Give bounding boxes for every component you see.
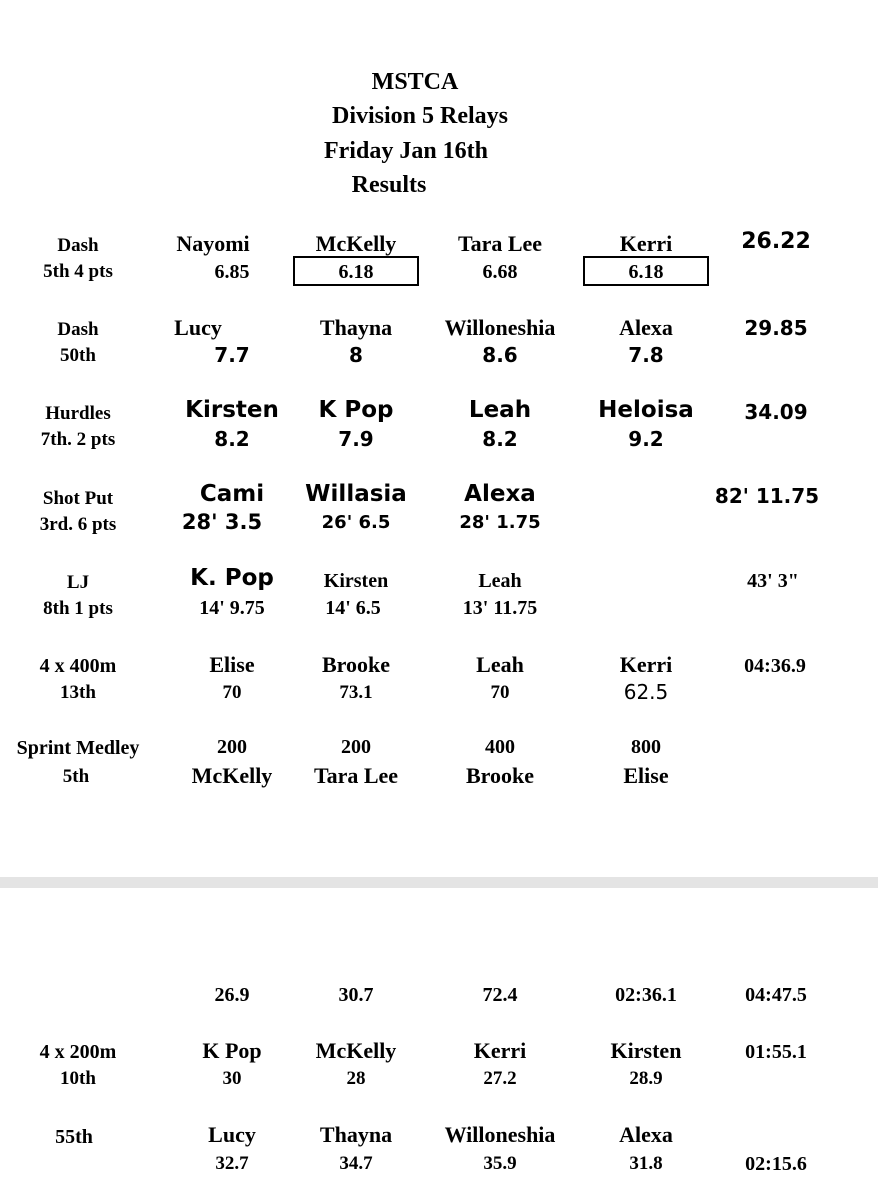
athlete-name: Alexa — [464, 481, 536, 507]
event-total: 29.85 — [744, 316, 808, 340]
athlete-name: Nayomi — [176, 231, 250, 256]
athlete-name: Kirsten — [323, 570, 389, 592]
event-label: Sprint Medley — [16, 737, 140, 759]
event-total: 02:15.6 — [745, 1153, 807, 1175]
event-place: 55th — [55, 1126, 93, 1148]
split-time: 30.7 — [338, 984, 374, 1006]
event-label: LJ — [66, 572, 90, 593]
athlete-name: Cami — [199, 481, 265, 507]
athlete-name: Kirsten — [610, 1038, 682, 1063]
event-place: 3rd. 6 pts — [39, 514, 117, 535]
event-place: 5th — [62, 766, 90, 787]
event-total: 01:55.1 — [745, 1041, 807, 1063]
event-total: 04:47.5 — [745, 984, 807, 1006]
athlete-time: 8.2 — [214, 427, 250, 451]
athlete-time: 6.18 — [338, 261, 374, 283]
split-time: 72.4 — [482, 984, 518, 1006]
athlete-name: K Pop — [318, 397, 394, 423]
athlete-name: Kerri — [473, 1038, 527, 1063]
athlete-name: Leah — [478, 570, 522, 592]
event-label: Dash — [57, 319, 99, 340]
athlete-name: K Pop — [202, 1038, 262, 1063]
event-place: 10th — [60, 1068, 96, 1089]
athlete-name: Leah — [468, 397, 532, 423]
athlete-name: Willoneshia — [444, 315, 556, 340]
athlete-time: 6.85 — [214, 261, 250, 283]
header-date: Friday Jan 16th — [323, 138, 489, 164]
athlete-mark: 26' 6.5 — [321, 512, 391, 533]
athlete-time: 6.18 — [628, 261, 664, 283]
athlete-name: Brooke — [321, 652, 391, 677]
header-meet-name: Division 5 Relays — [331, 103, 509, 129]
athlete-name: Tara Lee — [313, 763, 399, 788]
athlete-name: Brooke — [465, 763, 535, 788]
athlete-time: 28.9 — [629, 1068, 663, 1089]
athlete-time: 9.2 — [628, 427, 664, 451]
event-place: 7th. 2 pts — [40, 429, 116, 450]
athlete-time: 28 — [346, 1068, 366, 1089]
event-total: 34.09 — [744, 400, 808, 424]
athlete-time: 7.8 — [628, 343, 664, 367]
athlete-name: Kirsten — [185, 397, 279, 423]
leg-distance: 400 — [485, 736, 515, 758]
athlete-time: 62.5 — [623, 680, 669, 704]
athlete-name: Tara Lee — [457, 231, 543, 256]
event-label: Shot Put — [42, 488, 114, 509]
leg-distance: 200 — [341, 736, 371, 758]
athlete-name: Willoneshia — [444, 1122, 556, 1147]
header-results: Results — [351, 172, 427, 198]
athlete-name: McKelly — [191, 763, 273, 788]
event-label: 4 x 400m — [39, 655, 117, 677]
athlete-mark: 13' 11.75 — [462, 597, 538, 619]
athlete-time: 70 — [222, 682, 242, 703]
athlete-name: Alexa — [619, 1122, 673, 1147]
athlete-time: 34.7 — [339, 1153, 373, 1174]
athlete-time: 7.9 — [338, 427, 374, 451]
athlete-time: 30 — [222, 1068, 242, 1089]
event-label: Dash — [57, 235, 99, 256]
event-total: 04:36.9 — [744, 655, 806, 677]
event-label: Hurdles — [45, 403, 111, 424]
event-total: 43' 3" — [747, 570, 799, 592]
event-place: 5th 4 pts — [43, 261, 113, 282]
header-title: MSTCA — [371, 69, 459, 95]
page-break-divider — [0, 877, 878, 888]
athlete-name: K. Pop — [190, 565, 274, 591]
leg-distance: 200 — [217, 736, 247, 758]
athlete-time: 35.9 — [483, 1153, 517, 1174]
athlete-time: 73.1 — [339, 682, 373, 703]
event-place: 50th — [60, 345, 96, 366]
athlete-name: Elise — [623, 763, 669, 788]
athlete-name: McKelly — [315, 1038, 397, 1063]
event-total: 26.22 — [741, 229, 811, 254]
athlete-name: Kerri — [619, 231, 673, 256]
event-label: 4 x 200m — [39, 1041, 117, 1063]
athlete-time: 27.2 — [483, 1068, 517, 1089]
split-time: 26.9 — [214, 984, 250, 1006]
athlete-time: 70 — [490, 682, 510, 703]
event-place: 13th — [60, 682, 96, 703]
athlete-name: Alexa — [619, 315, 673, 340]
athlete-name: Thayna — [319, 315, 393, 340]
athlete-time: 8 — [349, 343, 363, 367]
athlete-mark: 14' 6.5 — [325, 597, 381, 619]
split-time: 02:36.1 — [615, 984, 677, 1006]
event-total: 82' 11.75 — [714, 484, 820, 508]
athlete-name: Elise — [209, 652, 255, 677]
event-place: 8th 1 pts — [43, 598, 113, 619]
athlete-name: Heloisa — [598, 397, 694, 423]
athlete-name: Thayna — [319, 1122, 393, 1147]
athlete-time: 32.7 — [215, 1153, 249, 1174]
athlete-time: 7.7 — [214, 343, 250, 367]
athlete-name: Willasia — [305, 481, 407, 507]
athlete-mark: 28' 1.75 — [459, 512, 541, 533]
athlete-name: Lucy — [174, 315, 222, 340]
athlete-mark: 28' 3.5 — [181, 510, 263, 534]
athlete-time: 8.6 — [482, 343, 518, 367]
athlete-name: Leah — [476, 652, 524, 677]
athlete-time: 6.68 — [482, 261, 518, 283]
athlete-time: 8.2 — [482, 427, 518, 451]
athlete-name: Lucy — [208, 1122, 256, 1147]
athlete-mark: 14' 9.75 — [199, 597, 265, 619]
athlete-name: McKelly — [315, 231, 397, 256]
athlete-name: Kerri — [619, 652, 673, 677]
leg-distance: 800 — [631, 736, 661, 758]
athlete-time: 31.8 — [629, 1153, 663, 1174]
